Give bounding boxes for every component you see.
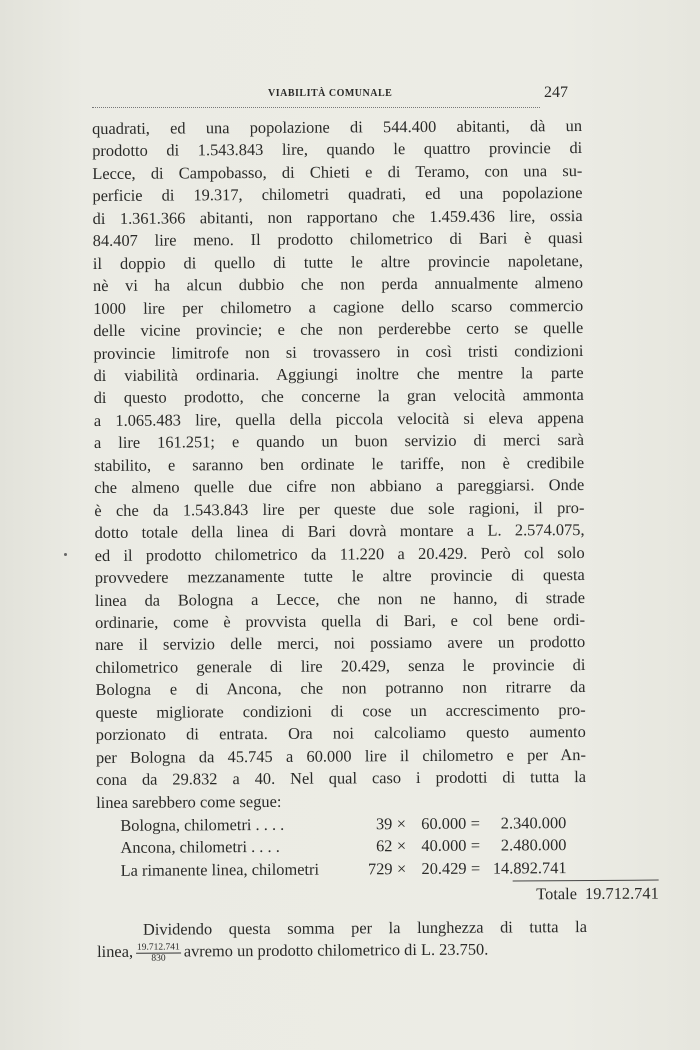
row-km: 62 <box>376 836 393 856</box>
text-line: 84.407 lire meno. Il prodotto chilometrico di Bari è quasi <box>92 228 583 251</box>
row-result: 2.340.000 <box>500 813 567 833</box>
calculation-table <box>96 812 659 909</box>
table-row <box>96 834 586 859</box>
text-line: 1000 lire per chilometro a cagione dello scarso commercio <box>93 295 584 318</box>
total-label: Totale <box>536 884 578 904</box>
text-line: per Bologna da 45.745 a 60.000 lire il chilometro e per An- <box>95 744 586 767</box>
total-row <box>97 881 659 909</box>
total-value: 19.712.741 <box>584 883 659 904</box>
text-line: a lire 161.251; e quando un buon servizio di merci sarà <box>93 430 585 453</box>
fraction-denominator: 830 <box>151 953 166 964</box>
text-line: quadrati, ed una popolazione di 544.400 abitanti, dà un <box>92 116 583 138</box>
text-line: Bologna e di Ancona, che non potranno non ritrarre da <box>95 677 586 700</box>
line-suffix: avremo un prodotto chilometrico di L. 23.750. <box>183 939 489 961</box>
header-rule <box>92 107 540 108</box>
paragraph-1 <box>92 115 586 814</box>
times-sign: × <box>396 859 407 879</box>
text-line: perficie di 19.317, chilometri quadrati, ed una popolazione <box>92 183 583 206</box>
equals-sign: = <box>470 836 481 856</box>
text-line: cona da 29.832 a 40. Nel qual caso i prodotti di tutta la <box>95 767 587 790</box>
text-line: porzionato di entrata. Ora noi calcoliamo questo aumento <box>95 722 586 745</box>
text-line: chilometrico generale di lire 20.429, senza le provincie di <box>95 654 586 677</box>
text-line: stabilito, e saranno ben ordinate le tariffe, non è credibile <box>94 452 585 475</box>
text-line: delle vicine provincie; e che non perderebbe certo se quelle <box>93 318 584 341</box>
row-rate: 60.000 <box>421 813 467 834</box>
text-line: è che da 1.543.843 lire per queste due sole ragioni, il pro- <box>94 497 585 520</box>
text-line: che almeno quelle due cifre non abbiano a pareggiarsi. Onde <box>94 475 585 498</box>
text-line: nare il servizio delle merci, noi possiamo avere un prodotto <box>95 632 586 655</box>
text-line: dotto totale della linea di Bari dovrà montare a L. 2.574.075, <box>94 520 585 543</box>
leader-dots: . . . . <box>246 837 280 857</box>
text-line <box>97 938 587 964</box>
table-row <box>97 857 587 882</box>
text-line: di 1.361.366 abitanti, non rapportano che 1.459.436 lire, ossia <box>92 205 583 228</box>
text-line: provvedere mezzanamente tutte le altre provincie di questa <box>94 565 585 588</box>
equals-sign: = <box>470 813 480 833</box>
running-title: VIABILITÀ COMUNALE <box>268 88 393 99</box>
text-line: Lecce, di Campobasso, di Chieti e di Teramo, con una su- <box>92 160 583 183</box>
equals-sign: = <box>470 858 481 878</box>
margin-mark <box>64 553 67 556</box>
text-line: prodotto di 1.543.843 lire, quando le quattro provincie di <box>92 138 583 161</box>
times-sign: × <box>396 836 407 856</box>
text-line: linea sarebbero come segue: <box>96 791 282 812</box>
row-km: 729 <box>367 859 393 879</box>
row-label: Ancona, chilometri <box>120 837 248 858</box>
text-line: di viabilità ordinaria. Aggiungi inoltre che mentre la parte <box>93 362 584 385</box>
text-line: il doppio di quello di tutte le altre provincie napoletane, <box>92 250 583 273</box>
text-line: provincie limitrofe non si trovassero in così tristi condizioni <box>93 340 584 363</box>
text-line: linea da Bologna a Lecce, che non ne hanno, di strade <box>94 587 585 610</box>
leader-dots: . . . . <box>251 814 285 835</box>
times-sign: × <box>396 814 406 834</box>
row-label: Bologna, chilometri <box>120 815 252 835</box>
text-line: ordinarie, come è provvista quella di Bari, e col bene ordi- <box>95 609 586 632</box>
fraction <box>136 942 181 963</box>
text-line: di questo prodotto, che concerne la gran velocità ammonta <box>93 385 584 408</box>
row-rate: 40.000 <box>421 836 467 856</box>
fraction-numerator: 19.712.741 <box>136 942 180 953</box>
row-label: La rimanente linea, chilometri <box>120 859 320 880</box>
text-line: queste migliorate condizioni di cose un accrescimento pro- <box>95 699 586 722</box>
text-line: Dividendo questa somma per la lunghezza di tutta la <box>142 916 588 939</box>
line-prefix: linea, <box>97 942 134 962</box>
text-line: a 1.065.483 lire, quella della piccola velocità si eleva appena <box>93 407 584 430</box>
row-km: 39 <box>375 814 393 834</box>
page-number: 247 <box>544 84 568 101</box>
row-result: 2.480.000 <box>500 835 567 855</box>
text-line: ed il prodotto chilometrico da 11.220 a 20.429. Però col solo <box>94 542 585 565</box>
table-row <box>96 812 586 837</box>
body-text <box>92 115 659 964</box>
row-result: 14.892.741 <box>492 858 567 878</box>
page-header <box>92 84 574 110</box>
text-line: nè vi ha alcun dubbio che non perda annualmente almeno <box>92 273 584 296</box>
row-rate: 20.429 <box>421 858 467 878</box>
paragraph-2 <box>97 916 587 964</box>
